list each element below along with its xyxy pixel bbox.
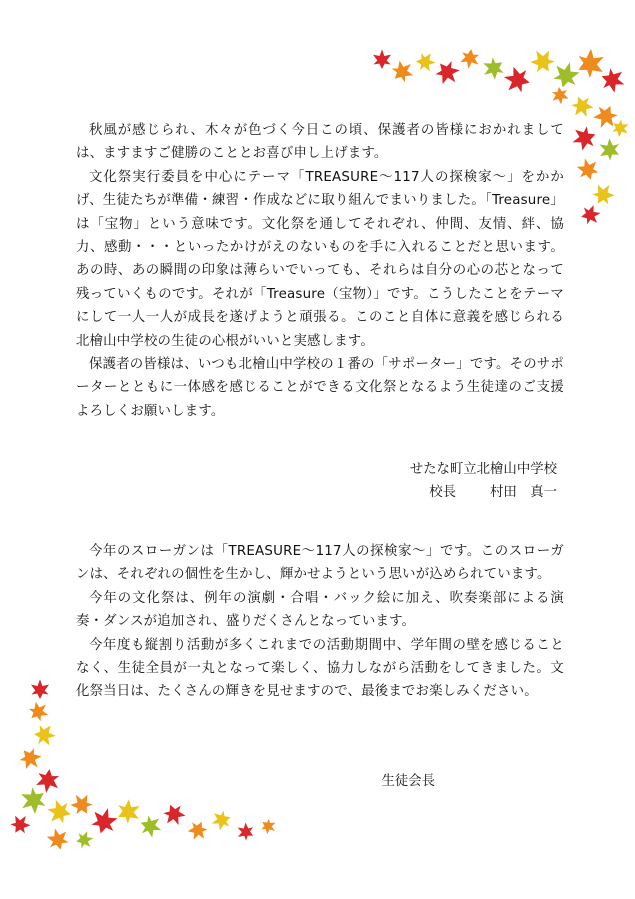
bottom-left-leaves (8, 679, 279, 852)
top-right-maple-leaf-icon (388, 57, 418, 87)
principal-message (76, 119, 564, 423)
top-right-maple-leaf-icon (415, 52, 436, 71)
bottom-left-maple-leaf-icon (67, 790, 95, 819)
student-council-signature: 生徒会長 (381, 774, 435, 789)
top-right-maple-leaf-icon (460, 48, 481, 70)
bottom-left-maple-leaf-icon (161, 801, 188, 829)
student-council-message (76, 540, 564, 704)
top-right-maple-leaf-icon (478, 54, 507, 83)
bottom-left-maple-leaf-icon (234, 820, 257, 842)
principal-name: 村田 真一 (490, 485, 557, 500)
top-right-maple-leaf-icon (609, 117, 633, 140)
top-right-maple-leaf-icon (579, 204, 602, 225)
bottom-left-maple-leaf-icon (25, 698, 52, 725)
bottom-left-maple-leaf-icon (89, 805, 119, 837)
top-right-maple-leaf-icon (527, 45, 558, 77)
principal-role: 校長 (429, 485, 457, 500)
top-right-maple-leaf-icon (575, 156, 600, 182)
top-right-maple-leaf-icon (551, 86, 569, 105)
principal-paragraph-3: 保護者の皆様は、いつも北檜山中学校の１番の「サポーター」です。そのサポーターとともに一体感を感じることができる文化祭となるよう生徒達のご支援よろしくお願いします。 (76, 357, 564, 419)
top-right-maple-leaf-icon (432, 57, 464, 90)
top-right-maple-leaf-icon (569, 124, 599, 153)
top-right-maple-leaf-icon (551, 59, 581, 91)
principal-paragraph-1: 秋風が感じられ、木々が色づく今日この頃、保護者の皆様におかれましては、ますますご健勝のこととお喜び申し上げます。 (76, 123, 564, 162)
school-name: せたな町立北檜山中学校 (409, 462, 557, 477)
bottom-left-maple-leaf-icon (185, 818, 209, 843)
council-paragraph-2: 今年の文化祭は、例年の演劇・合唱・バック絵に加え、吹奏楽部による演奏・ダンスが追加され、盛りだくさんとなっています。 (76, 590, 564, 630)
bottom-left-maple-leaf-icon (31, 679, 49, 699)
bottom-left-maple-leaf-icon (45, 798, 73, 825)
bottom-left-maple-leaf-icon (33, 724, 56, 745)
bottom-left-maple-leaf-icon (113, 796, 145, 827)
council-paragraph-1: 今年のスローガンは「TREASURE～117人の探検家～」です。このスローガンは、それぞれの個性を生かし、輝かせようという思いが込められています。 (76, 544, 564, 583)
bottom-left-maple-leaf-icon (15, 783, 50, 818)
bottom-left-maple-leaf-icon (8, 811, 34, 837)
principal-paragraph-2: 文化祭実行委員を中心にテーマ「TREASURE～117人の探検家～」をかかげ、生徒たちが準備・練習・作成などに取り組んでまいりました。「Treasure」は「宝物」という意味です。文化祭を通してそれぞれ、仲間、友情、絆、協力、感動・・・といったかけがえのないものを手に入れることだと思います。あの時、あの瞬間の印象は薄らいでいっても、それらは自分の心の芯となって残っていくものです。それが「Treasure（宝物）」です。こうしたことをテーマにして一人一人が成長を遂げようと頑張る。このこと自体に意義を感じられる北檜山中学校の生徒の心根がいいと実感します。 (76, 169, 564, 349)
bottom-left-maple-leaf-icon (75, 830, 95, 849)
top-right-maple-leaf-icon (598, 66, 628, 95)
bottom-left-maple-leaf-icon (137, 813, 165, 839)
bottom-left-maple-leaf-icon (16, 744, 45, 774)
bottom-left-maple-leaf-icon (258, 816, 279, 836)
top-right-maple-leaf-icon (591, 101, 621, 132)
principal-signature (410, 458, 557, 504)
top-right-maple-leaf-icon (573, 45, 610, 81)
top-right-maple-leaf-icon (595, 136, 624, 164)
top-right-maple-leaf-icon (501, 65, 532, 94)
top-right-maple-leaf-icon (569, 93, 596, 121)
bottom-left-maple-leaf-icon (45, 826, 70, 852)
top-right-maple-leaf-icon (589, 180, 618, 209)
top-right-maple-leaf-icon (373, 49, 391, 69)
council-paragraph-3: 今年度も縦割り活動が多くこれまでの活動期間中、学年間の壁を感じることなく、生徒全員が一丸となって楽しく、協力しながら活動をしてきました。文化祭当日は、たくさんの輝きを見せますので、最後までお楽しみください。 (76, 637, 564, 700)
bottom-left-maple-leaf-icon (209, 809, 234, 832)
bottom-left-maple-leaf-icon (35, 768, 60, 795)
